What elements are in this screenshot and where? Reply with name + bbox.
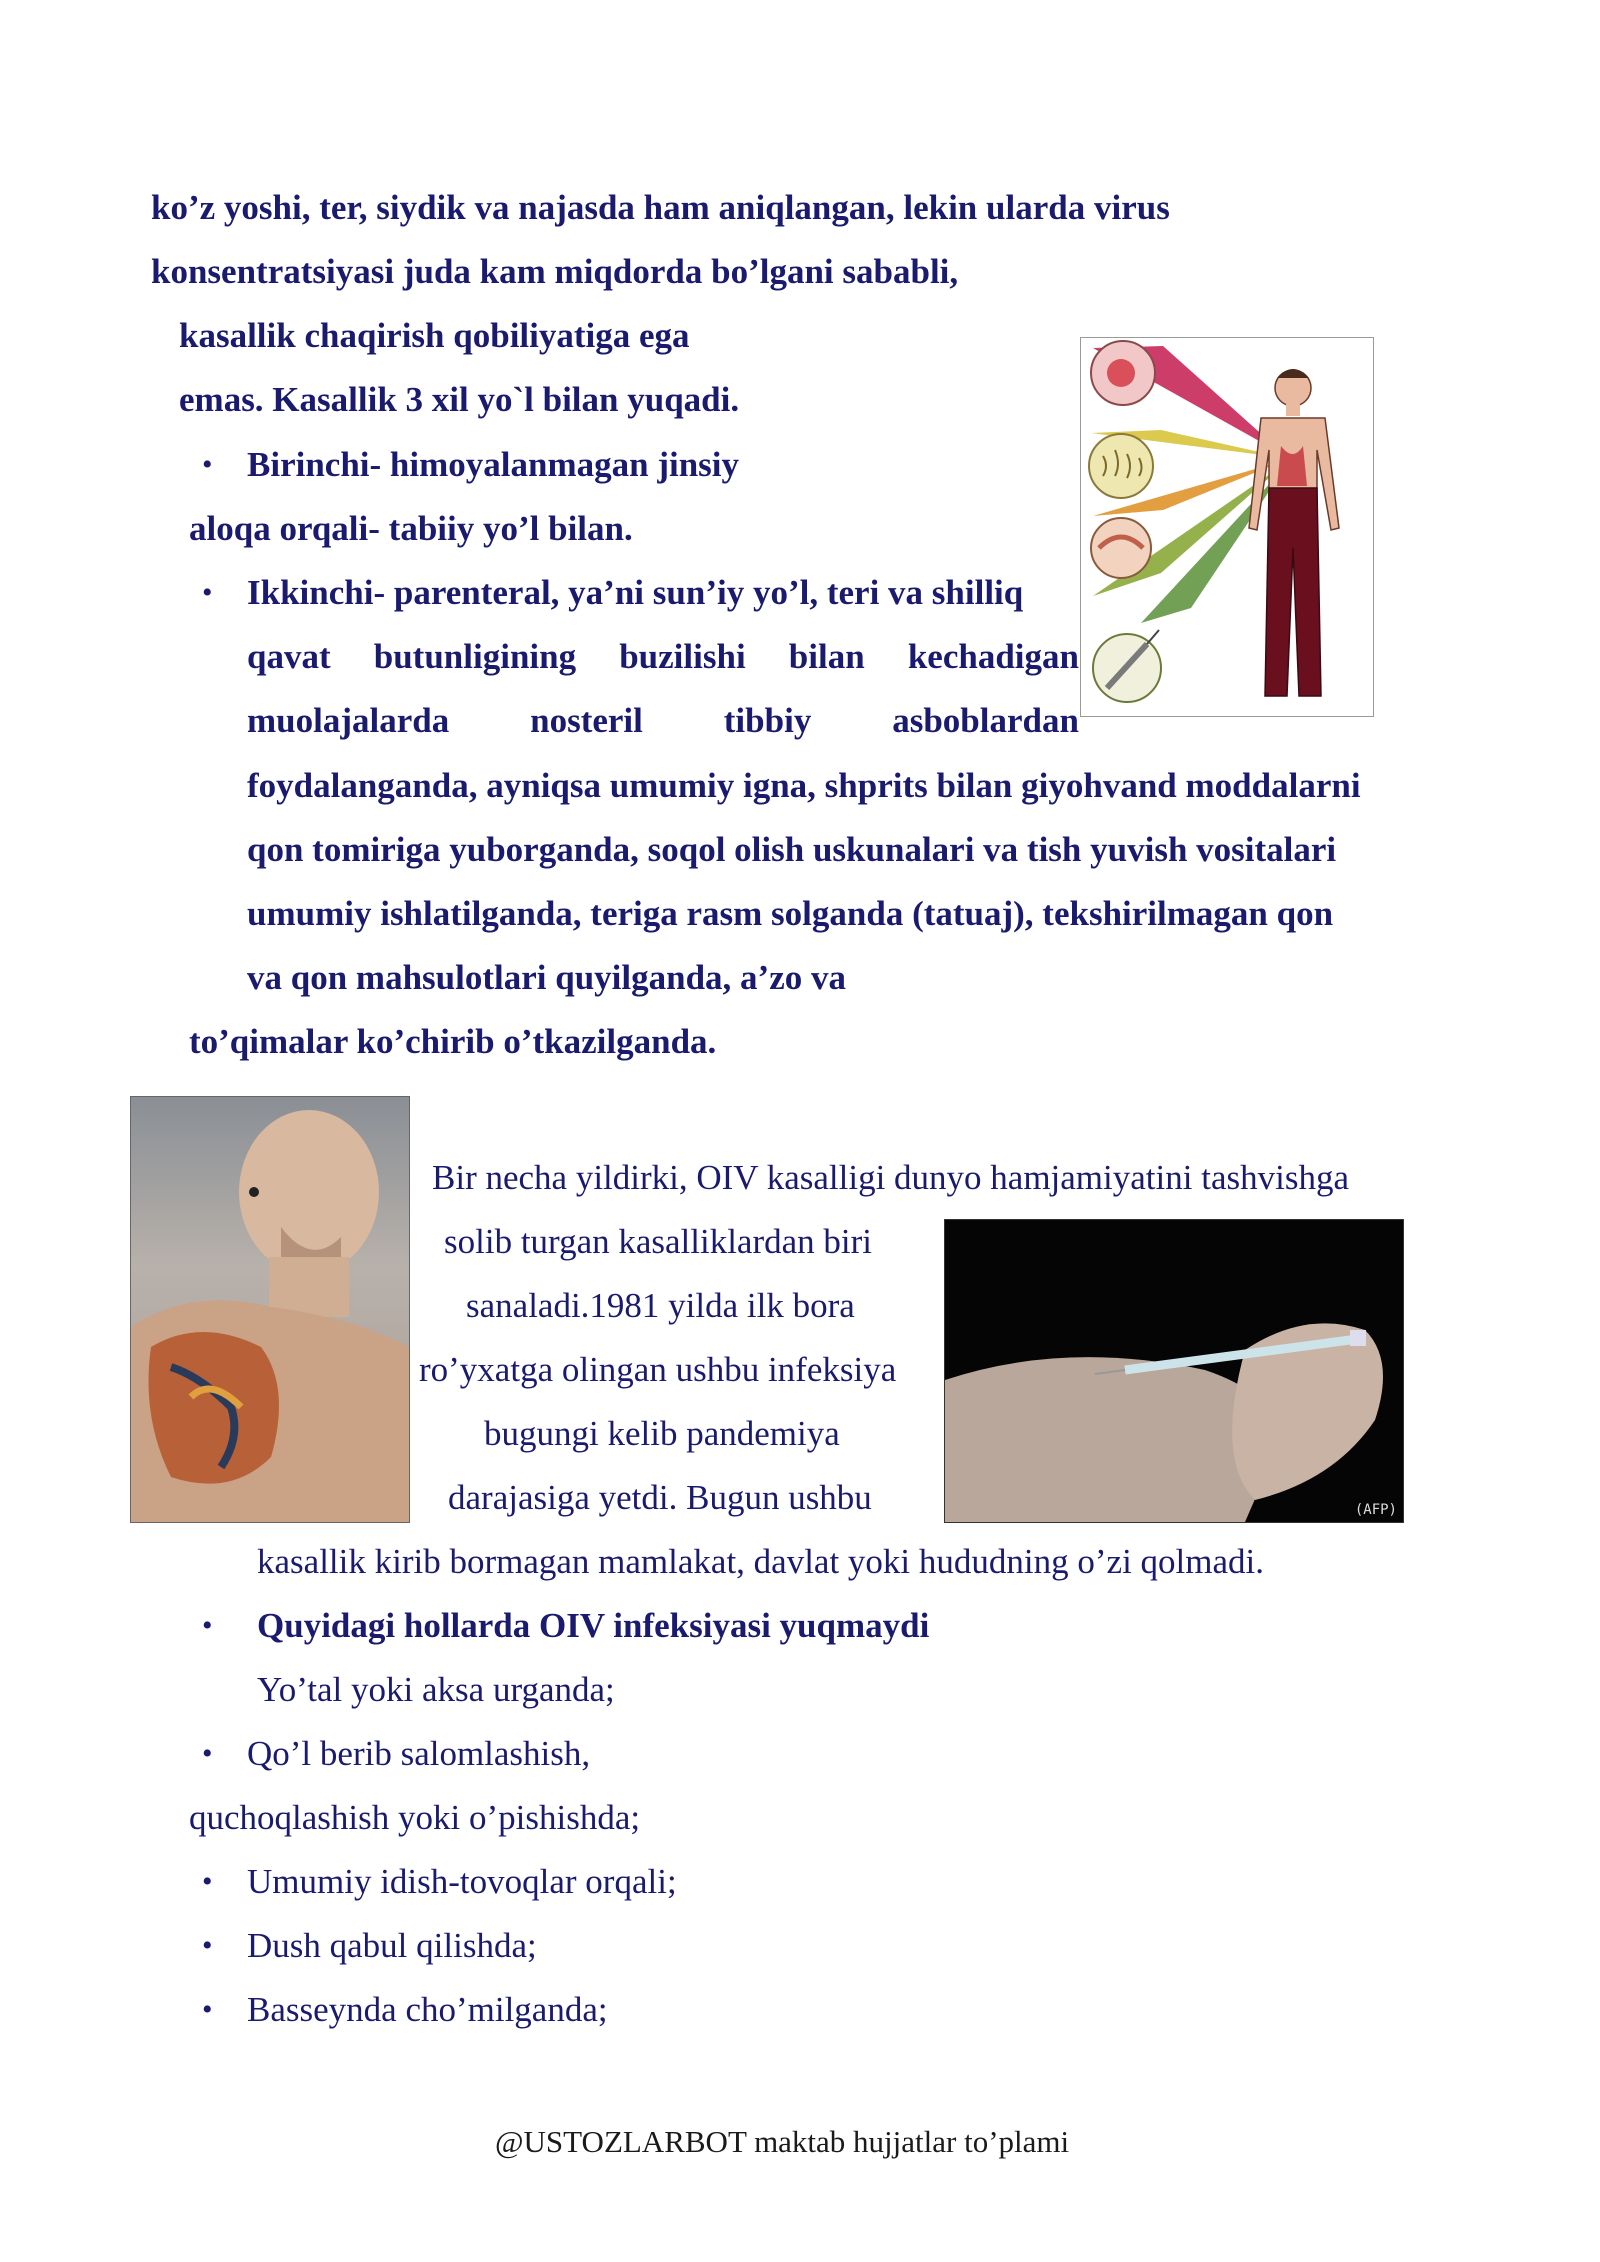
text-line: ko’z yoshi, ter, siydik va najasda ham aniqlangan, lekin ularda virus — [151, 188, 1170, 227]
word: nosteril — [530, 701, 643, 740]
list-item: Yo’tal yoki aksa urganda; — [257, 1670, 615, 1709]
bullet-marker: • — [202, 1609, 213, 1642]
transmission-illustration — [1080, 337, 1374, 717]
injection-photo — [944, 1219, 1404, 1523]
bullet-marker: • — [202, 1993, 213, 2026]
word: bilan — [788, 637, 865, 676]
word: muolajalarda — [247, 701, 450, 740]
bullet-marker: • — [202, 1865, 213, 1898]
justified-line — [247, 699, 1079, 743]
list-item: Basseynda cho’milganda; — [247, 1990, 608, 2029]
list-item: Birinchi- himoyalanmagan jinsiy — [247, 445, 740, 484]
word: butunligining — [373, 637, 577, 676]
text-line: bugungi kelib pandemiya — [484, 1414, 840, 1453]
text-line: kasallik kirib bormagan mamlakat, davlat yoki hududning o’zi qolmadi. — [257, 1542, 1265, 1581]
bullet-marker: • — [202, 1737, 213, 1770]
page-footer: @USTOZLARBOT maktab hujjatlar to’plami — [495, 2124, 1070, 2159]
text-line: aloqa orqali- tabiiy yo’l bilan. — [189, 509, 633, 548]
text-line: solib turgan kasalliklardan biri — [444, 1222, 873, 1261]
afp-watermark: (AFP) — [1354, 1502, 1397, 1518]
word: tibbiy — [723, 701, 812, 740]
text-line: darajasiga yetdi. Bugun ushbu — [448, 1478, 872, 1517]
text-line: Bir necha yildirki, OIV kasalligi dunyo hamjamiyatini tashvishga — [432, 1158, 1349, 1197]
bullet-marker: • — [202, 576, 213, 609]
text-line: sanaladi.1981 yilda ilk bora — [466, 1286, 855, 1325]
text-line: konsentratsiyasi juda kam miqdorda bo’lgani sababli, — [151, 252, 959, 291]
word: asboblardan — [892, 701, 1079, 740]
text-line: ro’yxatga olingan ushbu infeksiya — [419, 1350, 897, 1389]
list-item: Dush qabul qilishda; — [247, 1926, 537, 1965]
word: buzilishi — [619, 637, 746, 676]
bullet-marker: • — [202, 448, 213, 481]
text-line: qon tomiriga yuborganda, soqol olish uskunalari va tish yuvish vositalari — [247, 830, 1337, 869]
bullet-marker: • — [202, 1929, 213, 1962]
text-line: to’qimalar ko’chirib o’tkazilganda. — [189, 1022, 717, 1061]
list-item: Qo’l berib salomlashish, — [247, 1734, 591, 1773]
tattoo-photo — [130, 1096, 410, 1523]
word: qavat — [247, 637, 331, 676]
text-line: va qon mahsulotlari quyilganda, a’zo va — [247, 958, 846, 997]
text-line: foydalanganda, ayniqsa umumiy igna, shprits bilan giyohvand moddalarni — [247, 766, 1361, 805]
list-item: Umumiy idish-tovoqlar orqali; — [247, 1862, 677, 1901]
word: kechadigan — [907, 637, 1079, 676]
text-line: quchoqlashish yoki o’pishishda; — [189, 1798, 641, 1837]
list-heading: Quyidagi hollarda OIV infeksiyasi yuqmaydi — [257, 1606, 930, 1645]
text-line: umumiy ishlatilganda, teriga rasm solganda (tatuaj), tekshirilmagan qon — [247, 894, 1334, 933]
text-line: kasallik chaqirish qobiliyatiga ega — [179, 316, 690, 355]
list-item: Ikkinchi- parenteral, ya’ni sun’iy yo’l, teri va shilliq — [247, 573, 1024, 612]
text-line: emas. Kasallik 3 xil yo`l bilan yuqadi. — [179, 380, 740, 419]
justified-line — [247, 635, 1079, 679]
